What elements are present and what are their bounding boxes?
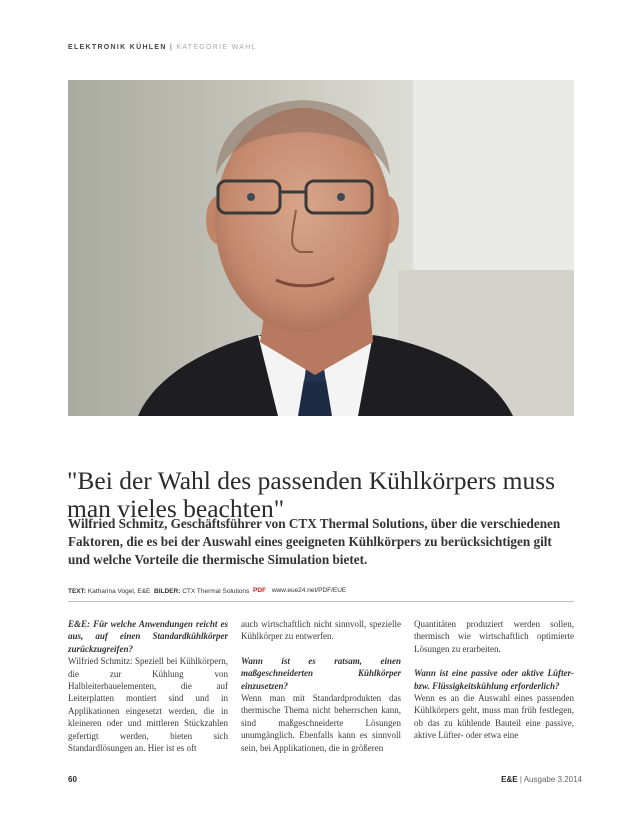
question-2: Wann ist es ratsam, einen maßgeschneiderten Kühlkörper einzusetzen? (241, 655, 401, 691)
section-header (68, 44, 257, 51)
question-3: Wann ist eine passive oder aktive Lüfter- bzw. Flüssigkeitskühlung erforderlich? (414, 668, 574, 691)
text-column-3 (414, 618, 574, 746)
pdf-link[interactable] (253, 587, 346, 594)
pdf-icon: PDF (253, 587, 266, 594)
answer-1-continued: auch wirtschaftlich nicht sinnvoll, spezielle Kühlkörper zu entwerfen. (241, 619, 401, 642)
answer-2: Wenn man mit Standardprodukten das thermische Thema nicht beherrschen kann, sind maßgeschneiderte Lösungen unumgänglich. Ebenfalls kann es sinnvoll sein, bei Applikationen, die in größeren (241, 693, 401, 753)
divider-line (68, 601, 574, 602)
images-source: CTX Thermal Solutions (182, 588, 250, 595)
answer-2-continued: Quantitäten produziert werden sollen, thermisch wie wirtschaftlich optimierte Lösungen zu erarbeiten. (414, 619, 574, 654)
text-column-1 (68, 618, 228, 754)
text-column-2 (241, 618, 401, 753)
pdf-url[interactable]: www.eue24.net/PDF/EUE (271, 587, 347, 594)
article-headline: "Bei der Wahl des passenden Kühlkörpers muss man vieles beachten" (67, 466, 556, 524)
section-name: ELEKTRONIK KÜHLEN (68, 44, 167, 51)
page-number: 60 (68, 775, 77, 784)
magazine-name: E&E (501, 775, 518, 784)
issue-number: Ausgabe 3.2014 (523, 775, 582, 784)
footer-issue: E&E | Ausgabe 3.2014 (501, 775, 582, 784)
answer-3: Wenn es an die Auswahl eines passenden Kühlkörpers geht, muss man früh festlegen, ob das zu kühlende Bauteil eine passive, aktive Lüfter- oder etwa eine (414, 693, 574, 741)
article-lead: Wilfried Schmitz, Geschäftsführer von CTX Thermal Solutions, über die verschiedenen Faktoren, die es bei der Auswahl eines geeigneten Kühlkörpers zu berücksichtigen gilt und welche Vorteile die thermische Simulation bietet. (68, 516, 561, 567)
header-divider: | (169, 44, 174, 51)
images-label: BILDER: (154, 588, 181, 595)
text-label: TEXT: (68, 588, 87, 595)
portrait-illustration (68, 80, 574, 416)
answer-1: Wilfried Schmitz: Speziell bei Kühlkörpern, die zur Kühlung von Halbleiterbauelementen, die auf Leiterplatten montiert sind und in Applikationen eingesetzt werden, die in kleineren oder und mittleren Stückzahlen gefertigt werden, bieten sich Standardlösungen an. Hier ist es oft (68, 656, 228, 754)
subsection-name: KATEGORIE WAHL (176, 44, 257, 51)
portrait-photo (68, 80, 574, 416)
text-author: Katharina Vogel, E&E (87, 588, 151, 595)
question-1: E&E: Für welche Anwendungen reicht es aus, auf einen Standardkühlkörper zurückzugreifen? (68, 619, 228, 654)
article-credits (68, 588, 249, 595)
